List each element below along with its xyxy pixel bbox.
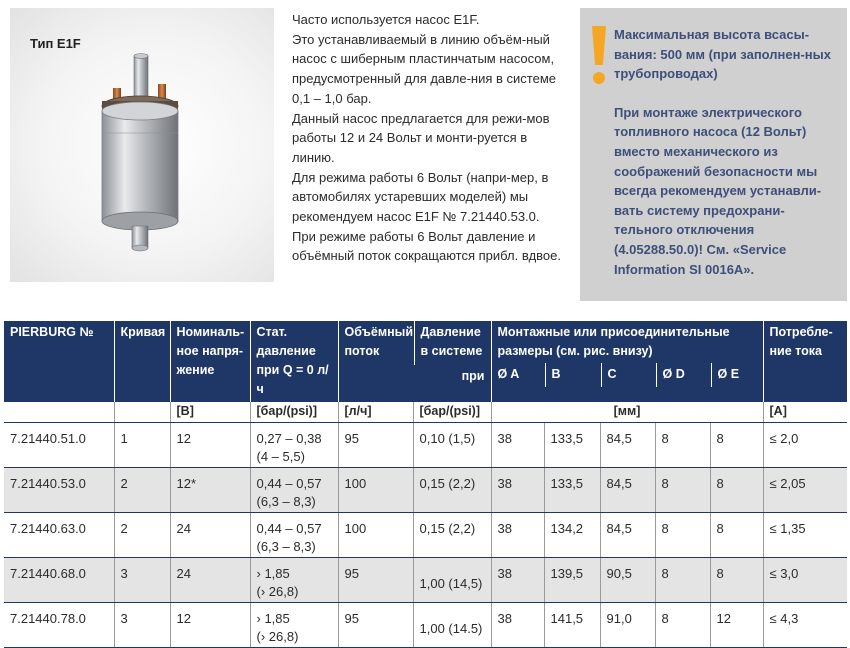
dim-d-value: 8 [655, 423, 710, 468]
dim-a-value: 38 [491, 558, 544, 603]
static-pressure-bar: 0,27 – 0,38 [256, 431, 322, 446]
product-type-label: Тип E1F [30, 36, 81, 51]
voltage-value: 12 [170, 603, 250, 648]
curve-value: 1 [114, 423, 170, 468]
col-nominal-voltage: Номиналь-ное напря-жение [170, 321, 250, 402]
voltage-value: 12 [170, 423, 250, 468]
dim-c-value: 91,0 [600, 603, 655, 648]
system-pressure-value: 0,15 (2,2) [413, 513, 491, 558]
static-pressure-value [250, 513, 338, 558]
col-flow-pressure-group [338, 321, 491, 402]
dim-a-value: 38 [491, 468, 544, 513]
table-row [4, 603, 847, 648]
unit-volume-flow: [л/ч] [338, 402, 413, 423]
col-dia-a: Ø A [497, 367, 520, 381]
units-row [4, 402, 847, 423]
table-row [4, 513, 847, 558]
at-label: при [461, 369, 485, 383]
dim-b-value: 139,5 [544, 558, 600, 603]
dim-e-value: 8 [710, 468, 763, 513]
voltage-value: 24 [170, 558, 250, 603]
static-pressure-bar: 0,44 – 0,57 [256, 521, 322, 536]
flow-value: 95 [338, 558, 413, 603]
col-dia-d: Ø D [656, 363, 711, 387]
voltage-value: 24 [170, 513, 250, 558]
dim-e-value: 8 [710, 423, 763, 468]
system-pressure-value: 0,10 (1,5) [413, 423, 491, 468]
curve-value: 2 [114, 513, 170, 558]
dim-d-value: 8 [655, 468, 710, 513]
exclamation-icon [592, 26, 606, 86]
unit-voltage: [B] [170, 402, 250, 423]
table-row [4, 468, 847, 513]
mounting-dimensions-header: Монтажные или присоединительные размеры (см. рис. внизу) [497, 325, 730, 358]
description-paragraph: Данный насос предлагается для режи-мов работы 12 и 24 Вольт и монти-руется в линию. [292, 110, 550, 165]
col-volume-flow: Объёмный поток [344, 325, 413, 358]
static-pressure-value [250, 603, 338, 648]
unit-dimensions: [мм] [491, 402, 763, 423]
warning-safety-note: При монтаже электрического топливного насоса (12 Вольт) вместо механического из соображений безопасности мы всегда рекомендуем устанавли-вать систему предохрани-тельного отключения (4.05288.50.0)! См. «Service Information SI 0016A». [614, 104, 822, 277]
dim-a-value: 38 [491, 513, 544, 558]
col-static-pressure: Стат. давление при Q = 0 л/ч [250, 321, 338, 402]
flow-value: 95 [338, 603, 413, 648]
part-number: 7.21440.78.0 [4, 603, 114, 648]
flow-value: 100 [338, 513, 413, 558]
dim-b-value: 133,5 [544, 423, 600, 468]
static-pressure-value [250, 423, 338, 468]
curve-value: 3 [114, 603, 170, 648]
col-mounting-group [491, 321, 763, 402]
description-paragraph: Это устанавливаемый в линию объём-ный насос с шиберным пластинчатым насосом, предусмотренный для давле-ния в системе 0,1 – 1,0 бар. [292, 31, 556, 106]
static-pressure-psi: (› 26,8) [256, 584, 299, 599]
system-pressure-value: 1,00 (14,5) [413, 558, 491, 603]
curve-value: 2 [114, 468, 170, 513]
system-pressure-value: 1,00 (14.5) [413, 603, 491, 648]
dim-d-value: 8 [655, 558, 710, 603]
dim-e-value: 12 [710, 603, 763, 648]
dim-b-value: 134,2 [544, 513, 600, 558]
dim-c-value: 84,5 [600, 423, 655, 468]
flow-value: 95 [338, 423, 413, 468]
unit-static-pressure: [бар/(psi)] [250, 402, 338, 423]
curve-value: 3 [114, 558, 170, 603]
col-dia-e: Ø E [711, 363, 763, 387]
dim-d-value: 8 [655, 603, 710, 648]
col-current-consumption: Потребле-ние тока [763, 321, 847, 402]
static-pressure-value [250, 558, 338, 603]
col-system-pressure: Давление в системе [414, 321, 491, 365]
col-b: B [545, 363, 601, 387]
current-value: ≤ 2,0 [763, 423, 847, 468]
col-c: C [601, 363, 656, 387]
flow-value: 100 [338, 468, 413, 513]
current-value: ≤ 4,3 [763, 603, 847, 648]
static-pressure-psi: (6,3 – 8,3) [256, 539, 316, 554]
table-row [4, 423, 847, 468]
dim-a-value: 38 [491, 603, 544, 648]
dim-e-value: 8 [710, 558, 763, 603]
part-number: 7.21440.53.0 [4, 468, 114, 513]
static-pressure-psi: (› 26,8) [256, 629, 299, 644]
warning-suction-height: Максимальная высота всасы-вания: 500 мм (при заполнен-ных трубопроводах) [614, 27, 831, 82]
dim-a-value: 38 [491, 423, 544, 468]
part-number: 7.21440.51.0 [4, 423, 114, 468]
static-pressure-psi: (4 – 5,5) [256, 449, 305, 464]
system-pressure-value: 0,15 (2,2) [413, 468, 491, 513]
dim-b-value: 141,5 [544, 603, 600, 648]
description-paragraph: Часто используется насос E1F. [292, 12, 480, 27]
col-curve: Кривая [114, 321, 170, 402]
static-pressure-bar: 0,44 – 0,57 [256, 476, 322, 491]
current-value: ≤ 2,05 [763, 468, 847, 513]
dim-d-value: 8 [655, 513, 710, 558]
current-value: ≤ 3,0 [763, 558, 847, 603]
description-paragraph: При режиме работы 6 Вольт давление и объёмный поток сокращаются прибл. вдвое. [292, 228, 562, 264]
static-pressure-psi: (6,3 – 8,3) [256, 494, 316, 509]
specifications-table [4, 321, 847, 648]
table-row [4, 558, 847, 603]
dim-c-value: 90,5 [600, 558, 655, 603]
product-image [10, 8, 274, 282]
dim-c-value: 84,5 [600, 468, 655, 513]
part-number: 7.21440.68.0 [4, 558, 114, 603]
static-pressure-bar: › 1,85 [256, 611, 290, 626]
warning-box [580, 8, 847, 301]
dim-b-value: 133,5 [544, 468, 600, 513]
product-description [292, 10, 562, 266]
current-value: ≤ 1,35 [763, 513, 847, 558]
static-pressure-bar: › 1,85 [256, 566, 290, 581]
part-number: 7.21440.63.0 [4, 513, 114, 558]
unit-current: [A] [763, 402, 847, 423]
col-pierburg-number: PIERBURG № [4, 321, 114, 402]
dim-c-value: 84,5 [600, 513, 655, 558]
voltage-value: 12* [170, 468, 250, 513]
unit-system-pressure: [бар/(psi)] [413, 402, 491, 423]
description-paragraph: Для режима работы 6 Вольт (напри-мер, в автомобилях устаревших моделей) мы рекомендуем насос E1F № 7.21440.53.0. [292, 169, 549, 225]
dim-e-value: 8 [710, 513, 763, 558]
static-pressure-value [250, 468, 338, 513]
